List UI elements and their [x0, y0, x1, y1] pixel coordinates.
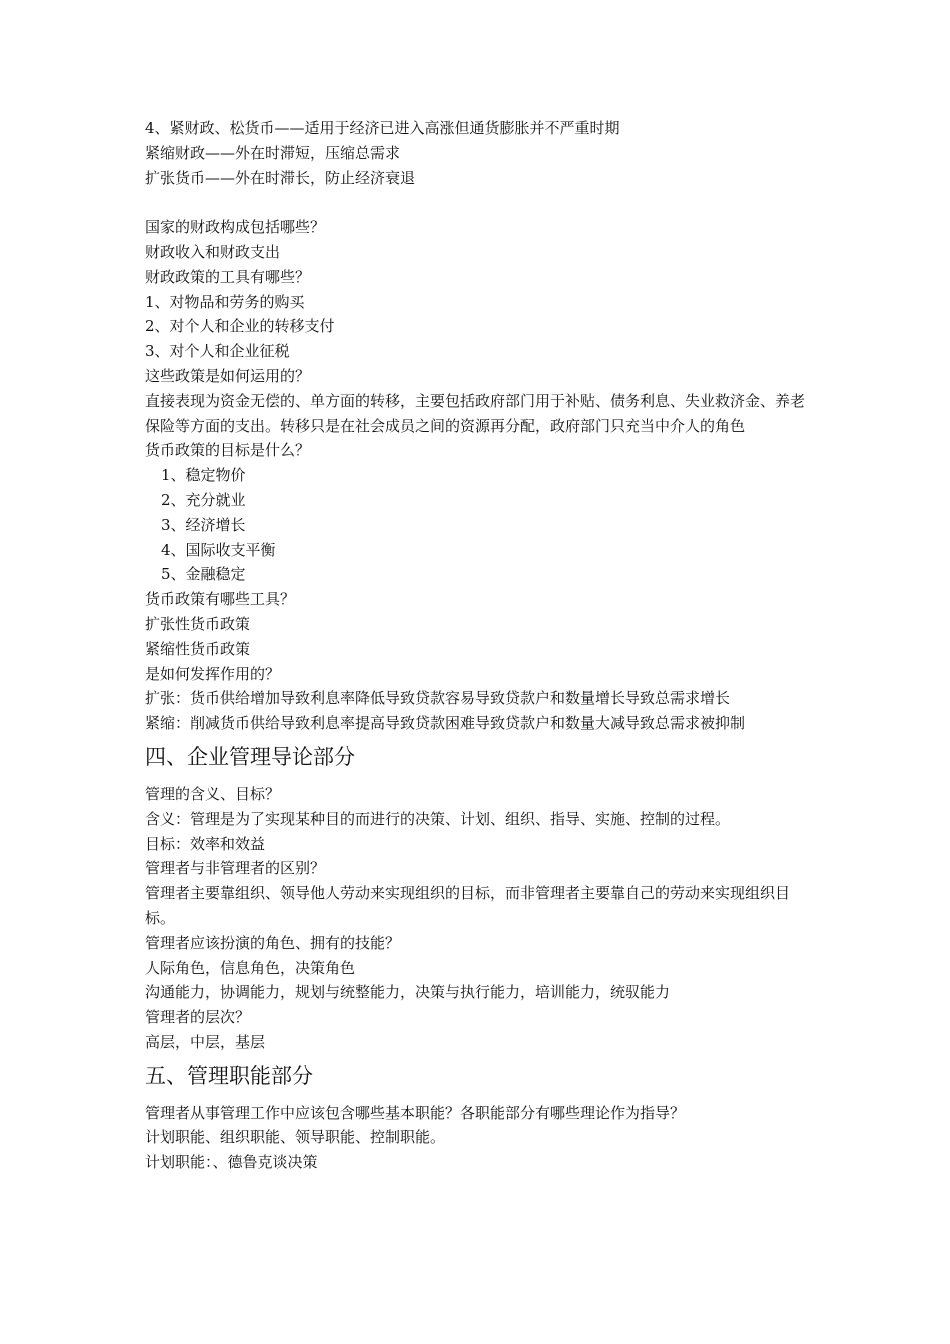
answer-line: 财政收入和财政支出 [145, 242, 281, 261]
answer-line: 含义：管理是为了实现某种目的而进行的决策、计划、组织、指导、实施、控制的过程。 [145, 809, 731, 828]
question-line: 货币政策的目标是什么？ [145, 441, 311, 460]
list-item: 1、对物品和劳务的购买 [145, 292, 305, 311]
question-line: 货币政策有哪些工具？ [145, 590, 296, 609]
question-line: 这些政策是如何运用的？ [145, 366, 311, 385]
answer-line: 沟通能力，协调能力，规划与统整能力，决策与执行能力，培训能力，统驭能力 [145, 983, 671, 1002]
question-line: 管理者从事管理工作中应该包含哪些基本职能？各职能部分有哪些理论作为指导？ [145, 1103, 686, 1122]
answer-line: 紧缩性货币政策 [145, 639, 251, 658]
answer-line: 人际角色，信息角色，决策角色 [145, 958, 356, 977]
question-line: 国家的财政构成包括哪些？ [145, 218, 326, 237]
answer-paragraph: 管理者主要靠组织、领导他人劳动来实现组织的目标，而非管理者主要靠自己的劳动来实现组织目标。 [145, 884, 791, 927]
answer-line: 计划职能、组织职能、领导职能、控制职能。 [145, 1128, 446, 1147]
list-item: 3、对个人和企业征税 [145, 342, 290, 361]
list-item: 2、充分就业 [161, 490, 246, 509]
question-line: 财政政策的工具有哪些？ [145, 267, 311, 286]
management-functions-block [145, 1101, 815, 1175]
text-line: 扩张货币——外在时滞长，防止经济衰退 [145, 168, 416, 187]
list-item: 5、金融稳定 [161, 565, 246, 584]
section-heading: 四、企业管理导论部分 [145, 744, 355, 769]
list-item: 4、国际收支平衡 [161, 540, 276, 559]
text-line: 4、紧财政、松货币——适用于经济已进入高涨但通货膨胀并不严重时期 [145, 119, 620, 137]
question-line: 管理的含义、目标？ [145, 784, 281, 803]
policy-combination-block [145, 116, 815, 190]
answer-line: 目标：效率和效益 [145, 834, 266, 853]
question-line: 管理者的层次？ [145, 1008, 251, 1027]
answer-line: 紧缩：削减货币供给导致利息率提高导致贷款困难导致贷款户和数量大减导致总需求被抑制 [145, 714, 746, 733]
answer-line: 扩张性货币政策 [145, 614, 251, 633]
list-item: 1、稳定物价 [161, 466, 246, 485]
list-item: 2、对个人和企业的转移支付 [145, 317, 335, 336]
list-item: 3、经济增长 [161, 515, 246, 534]
question-line: 管理者应该扮演的角色、拥有的技能？ [145, 933, 401, 952]
document-page [145, 116, 815, 1175]
management-intro-block [145, 782, 815, 1055]
section-heading: 五、管理职能部分 [145, 1063, 313, 1088]
answer-line: 扩张：货币供给增加导致利息率降低导致贷款容易导致贷款户和数量增长导致总需求增长 [145, 689, 731, 708]
answer-paragraph: 直接表现为资金无偿的、单方面的转移，主要包括政府部门用于补贴、债务利息、失业救济金、养老保险等方面的支出。转移只是在社会成员之间的资源再分配，政府部门只充当中介人的角色 [145, 391, 806, 435]
blank-line [145, 190, 815, 215]
answer-line: 高层，中层，基层 [145, 1032, 266, 1051]
answer-line: 计划职能：、德鲁克谈决策 [145, 1153, 318, 1172]
fiscal-monetary-qa-block [145, 215, 815, 736]
question-line: 是如何发挥作用的？ [145, 664, 281, 683]
text-line: 紧缩财政——外在时滞短，压缩总需求 [145, 143, 401, 162]
question-line: 管理者与非管理者的区别？ [145, 859, 326, 878]
